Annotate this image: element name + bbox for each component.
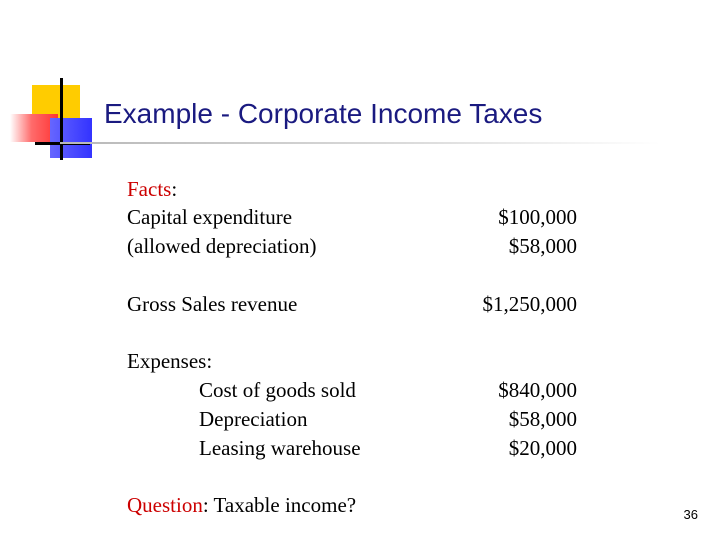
question-line <box>127 495 356 516</box>
cost-of-goods-label: Cost of goods sold <box>199 378 356 402</box>
slide-logo-decoration <box>0 0 100 170</box>
cost-of-goods-amount: $840,000 <box>498 378 577 402</box>
logo-vertical-line <box>60 78 63 160</box>
depreciation-label: Depreciation <box>199 407 308 431</box>
slide-number: 36 <box>683 507 698 522</box>
facts-colon: : <box>171 177 178 201</box>
leasing-warehouse-label: Leasing warehouse <box>199 436 361 460</box>
gross-sales-label: Gross Sales revenue <box>127 292 298 316</box>
question-label: Question <box>127 493 203 517</box>
facts-label: Facts <box>127 177 172 201</box>
question-text: Taxable income? <box>208 493 357 517</box>
expenses-heading: Expenses: <box>127 349 213 373</box>
capital-expenditure-label: Capital expenditure <box>127 205 293 229</box>
question-colon: : <box>202 493 209 517</box>
depreciation-amount: $58,000 <box>508 407 577 431</box>
capital-expenditure-amount: $100,000 <box>498 205 577 229</box>
logo-blue-square <box>50 118 92 158</box>
facts-heading <box>127 179 177 200</box>
allowed-depreciation-amount: $58,000 <box>508 234 577 258</box>
gross-sales-amount: $1,250,000 <box>482 292 577 316</box>
title-divider <box>60 142 660 144</box>
leasing-warehouse-amount: $20,000 <box>508 436 577 460</box>
allowed-depreciation-label: (allowed depreciation) <box>127 234 317 258</box>
slide-title: Example - Corporate Income Taxes <box>104 98 543 129</box>
